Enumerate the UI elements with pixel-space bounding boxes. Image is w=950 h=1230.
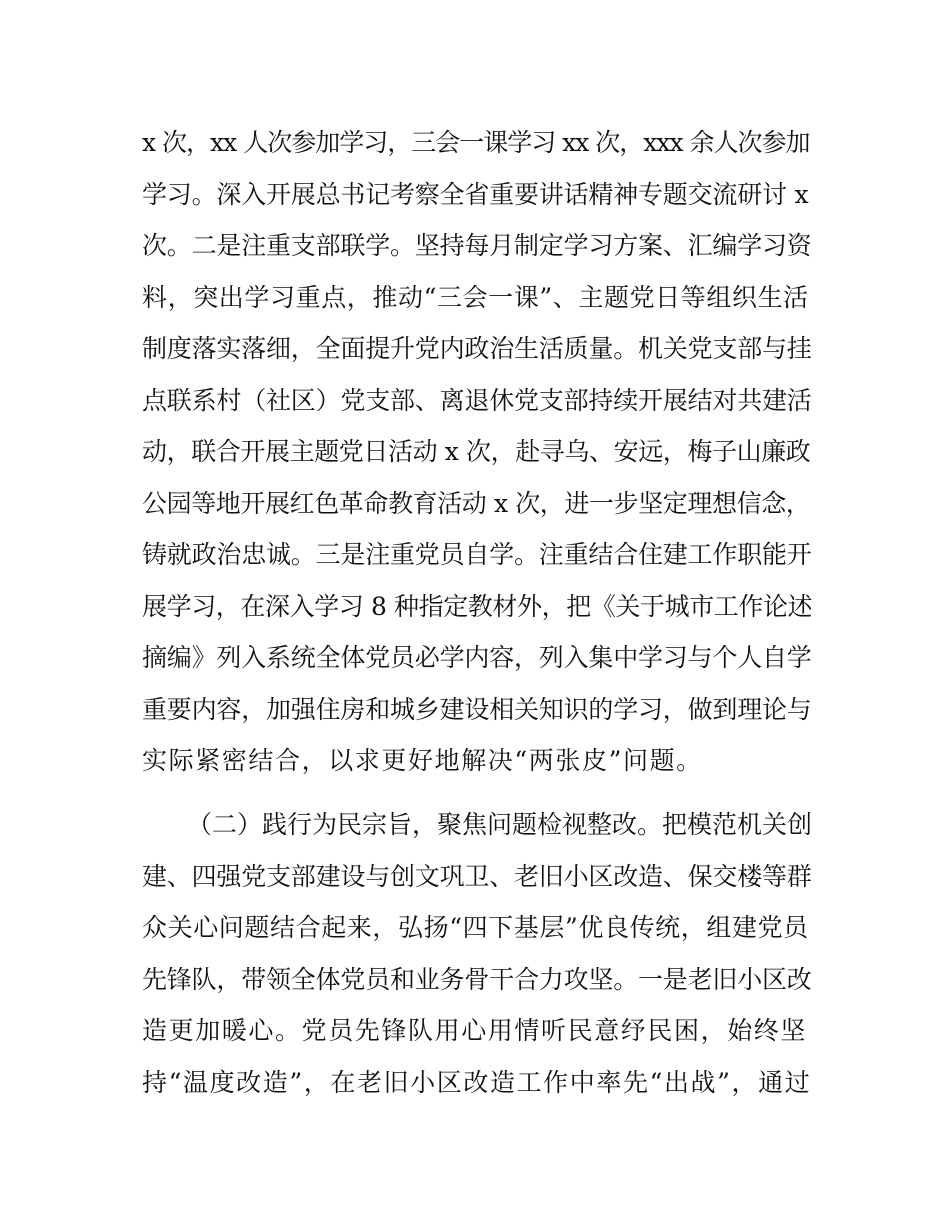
- text-line: （二）践行为民宗旨，聚焦问题检视整改。把模范机关创: [187, 810, 813, 839]
- text-line: 众关心问题结合起来，弘扬“四下基层”优良传统，组建党员: [142, 913, 809, 942]
- text-line: 重要内容，加强住房和城乡建设相关知识的学习，做到理论与: [142, 695, 812, 724]
- text-line: 建、四强党支部建设与创文巩卫、老旧小区改造、保交楼等群: [142, 862, 812, 891]
- text-line: 公园等地开展红色革命教育活动 x 次，进一步坚定理想信念，: [142, 489, 811, 518]
- text-line: 持“温度改造”，在老旧小区改造工作中率先“出战”，通过: [142, 1068, 812, 1097]
- text-line: 先锋队，带领全体党员和业务骨干合力攻坚。一是老旧小区改: [142, 965, 812, 994]
- text-line: 点联系村（社区）党支部、离退休党支部持续开展结对共建活: [142, 386, 812, 415]
- text-line: 次。二是注重支部联学。坚持每月制定学习方案、汇编学习资: [142, 231, 812, 260]
- text-line: 造更加暖心。党员先锋队用心用情听民意纾民困，始终坚: [142, 1016, 808, 1045]
- text-line: 实际紧密结合，以求更好地解决“两张皮”问题。: [142, 746, 703, 775]
- text-line: x 次，xx 人次参加学习，三会一课学习 xx 次，xxx 余人次参加: [142, 128, 810, 157]
- text-line: 摘编》列入系统全体党员必学内容，列入集中学习与个人自学: [142, 643, 812, 672]
- text-line: 料，突出学习重点，推动“三会一课”、主题党日等组织生活: [142, 283, 809, 312]
- text-line: 铸就政治忠诚。三是注重党员自学。注重结合住建工作职能开: [142, 540, 812, 569]
- text-line: 展学习，在深入学习 8 种指定教材外，把《关于城市工作论述: [142, 592, 813, 621]
- text-line: 学习。深入开展总书记考察全省重要讲话精神专题交流研讨 x: [142, 180, 809, 209]
- text-line: 动，联合开展主题党日活动 x 次，赴寻乌、安远，梅子山廉政: [142, 437, 811, 466]
- text-line: 制度落实落细，全面提升党内政治生活质量。机关党支部与挂: [142, 334, 812, 363]
